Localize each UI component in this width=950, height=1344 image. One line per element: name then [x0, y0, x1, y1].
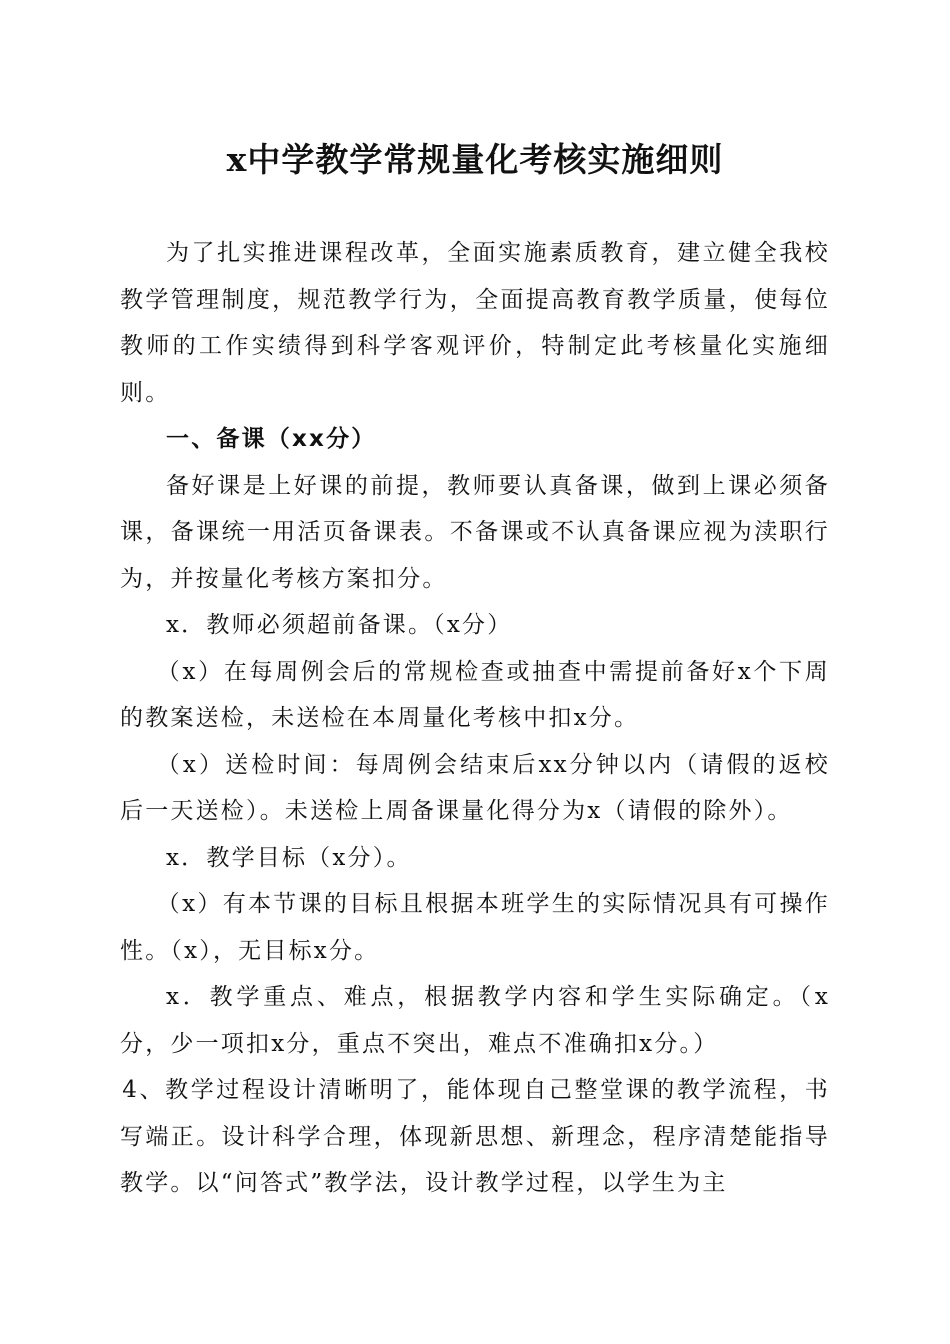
document-body: [120, 230, 830, 1207]
item-advance-prep: x．教师必须超前备课。（x分）: [166, 612, 513, 638]
item-teaching-goals: x．教学目标（x分）。: [166, 844, 412, 871]
item-teaching-process: 4、教学过程设计清晰明了，能体现自己整堂课的教学流程，书写端正。设计科学合理，体现新思想、新理念，程序清楚能指导教学。以“问答式”教学法，设计教学过程，以学生为主: [120, 1077, 830, 1196]
document-title: x中学教学常规量化考核实施细则: [226, 140, 724, 179]
intro-paragraph: 为了扎实推进课程改革，全面实施素质教育，建立健全我校教学管理制度，规范教学行为，全面提高教育教学质量，使每位教师的工作实绩得到科学客观评价，特制定此考核量化实施细则。: [120, 240, 830, 406]
subitem-goals-operability: （x）有本节课的目标且根据本班学生的实际情况具有可操作性。（x），无目标x分。: [120, 891, 830, 964]
section-heading-lesson-prep: 一、备课（xx分）: [166, 426, 377, 452]
paragraph-lesson-prep-intro: 备好课是上好课的前提，教师要认真备课，做到上课必须备课，备课统一用活页备课表。不备课或不认真备课应视为渎职行为，并按量化考核方案扣分。: [120, 472, 830, 592]
subitem-submission-time: （x）送检时间：每周例会结束后xx分钟以内（请假的返校后一天送检）。未送检上周备课量化得分为x（请假的除外）。: [120, 751, 830, 824]
subitem-weekly-check: （x）在每周例会后的常规检查或抽查中需提前备好x个下周的教案送检，未送检在本周量化考核中扣x分。: [120, 658, 830, 731]
item-key-points: x．教学重点、难点，根据教学内容和学生实际确定。（x分，少一项扣x分，重点不突出，难点不准确扣x分。）: [120, 984, 830, 1057]
